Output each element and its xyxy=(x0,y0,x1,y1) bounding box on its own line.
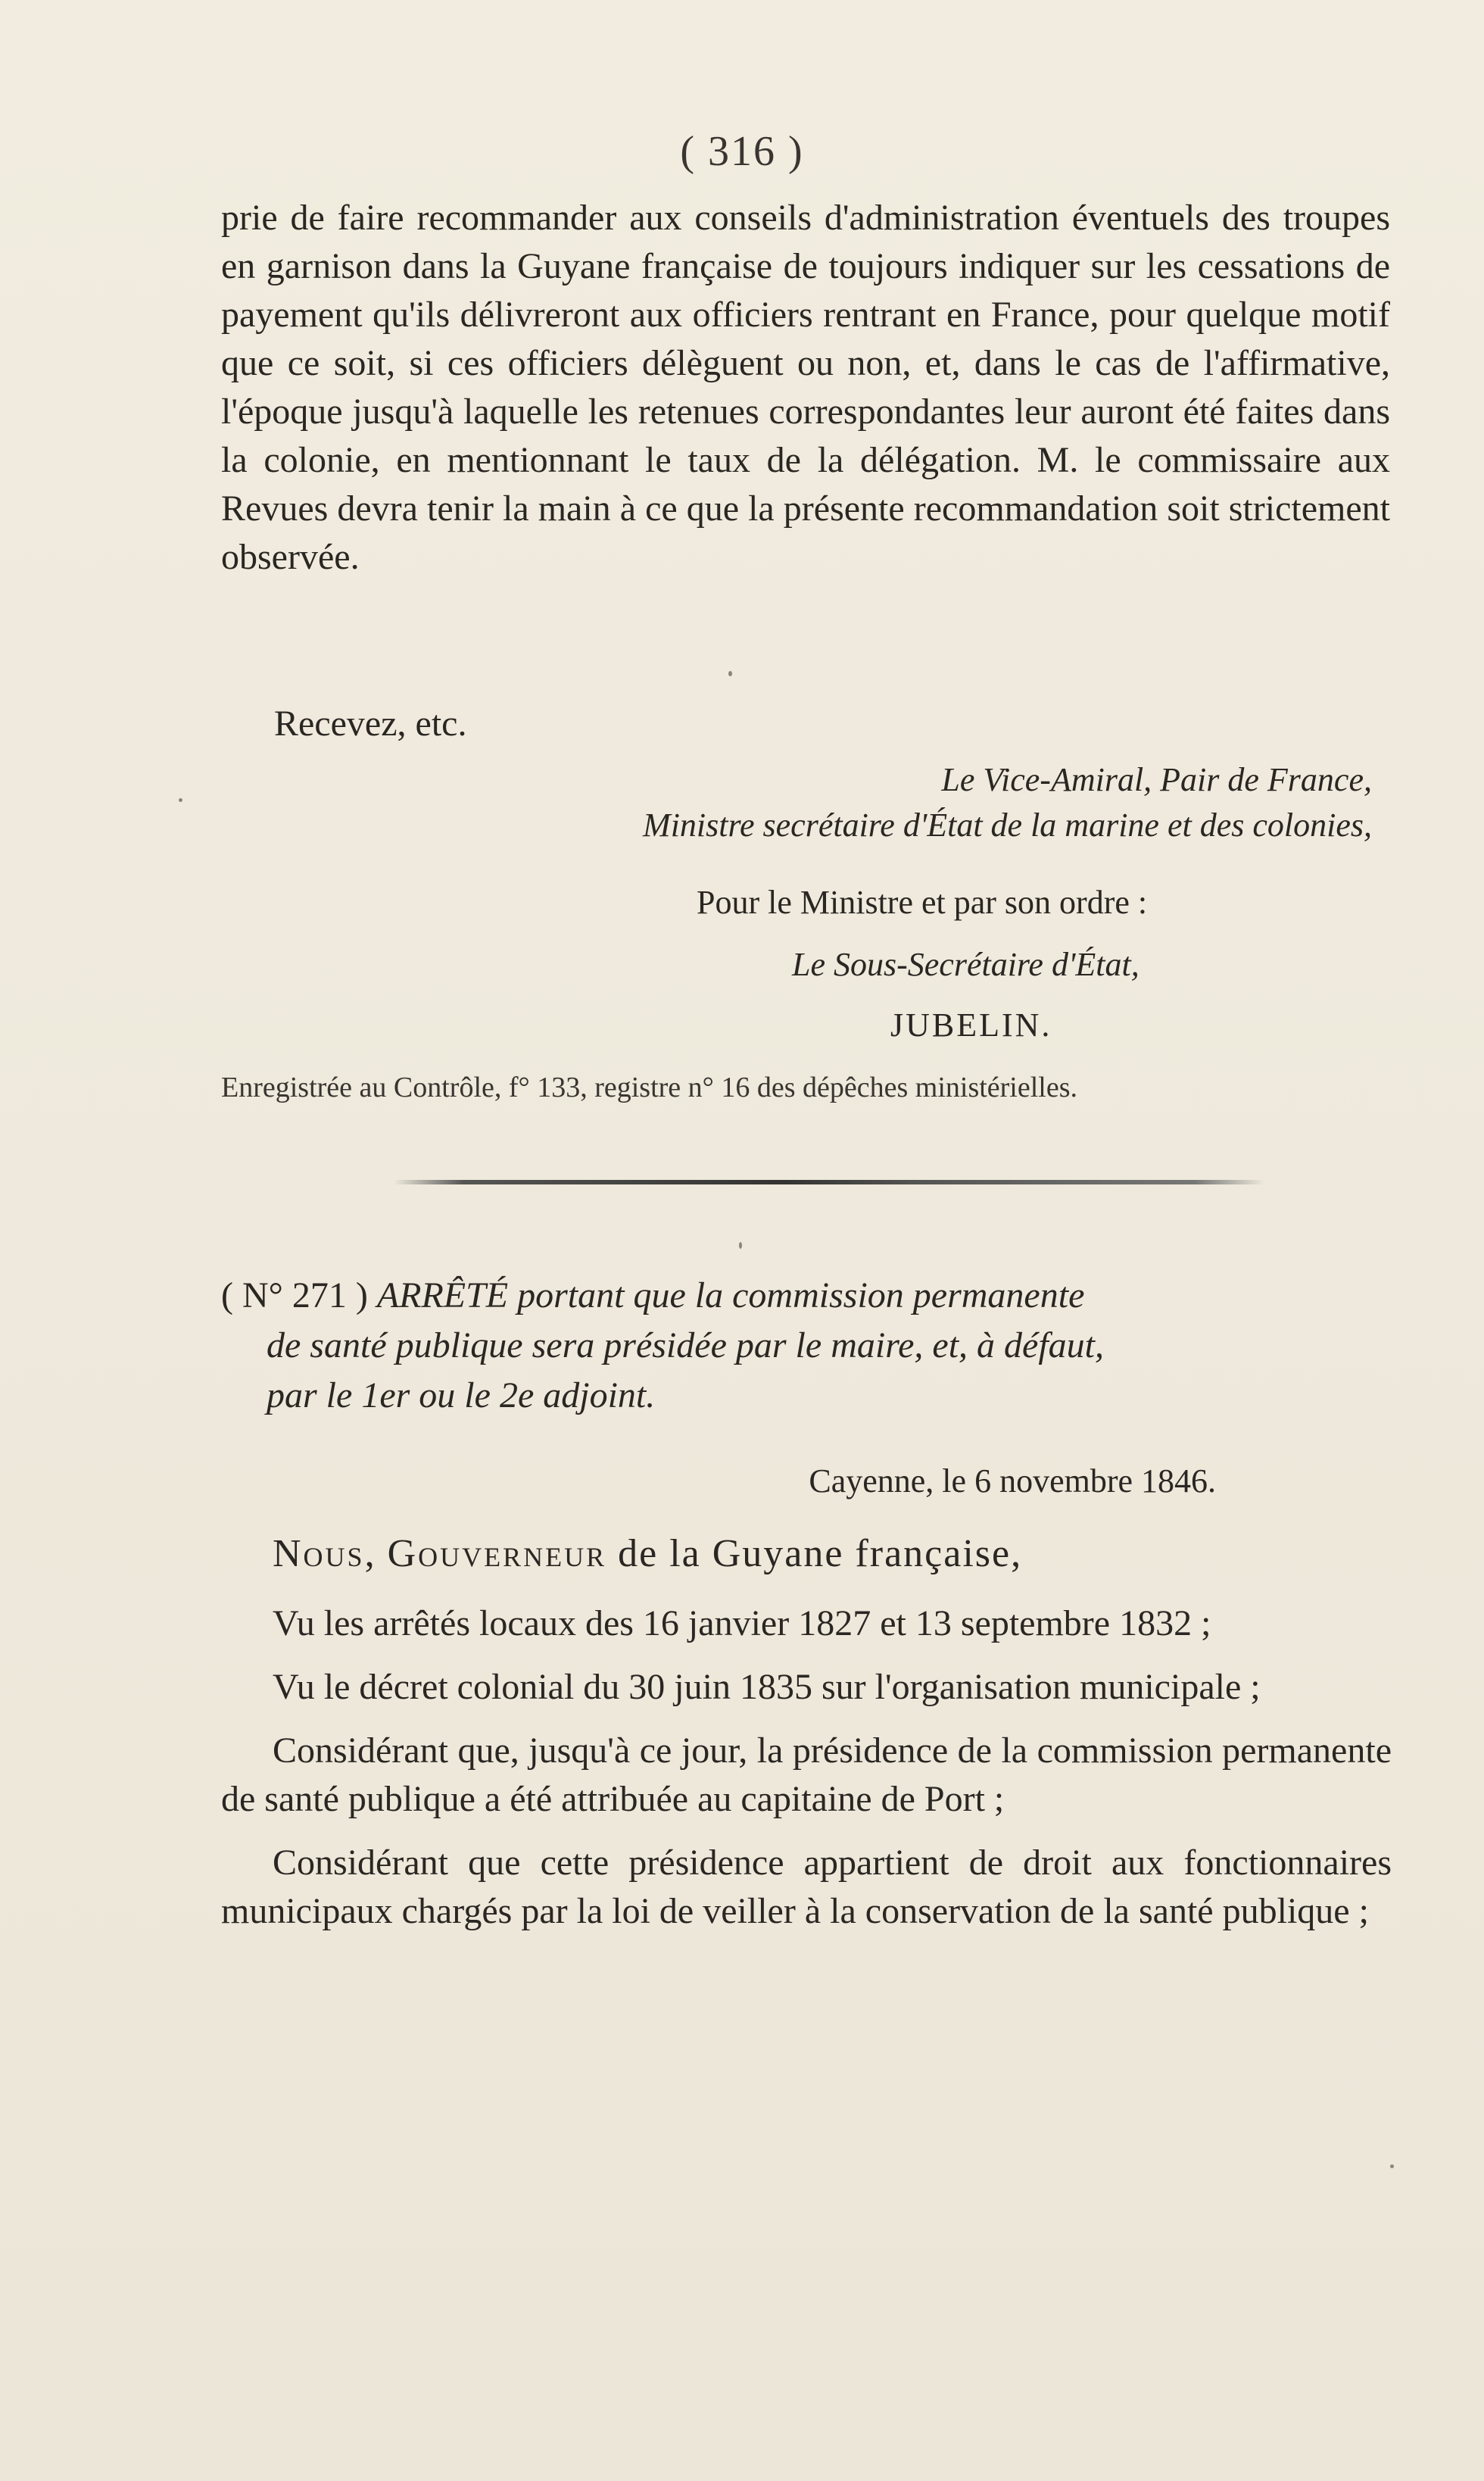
signature-ministre: Ministre secrétaire d'État de la marine et des colonies, xyxy=(643,807,1372,844)
closing-block xyxy=(221,700,1390,748)
consideration-item: Vu le décret colonial du 30 juin 1835 sur l'organisation municipale ; xyxy=(273,1667,1261,1707)
ink-speck xyxy=(728,671,732,676)
arrete-preamble: Nous, Gouverneur de la Guyane française, xyxy=(273,1532,1023,1575)
arrete-title-line2: de santé publique sera présidée par le maire, et, à défaut, xyxy=(267,1325,1105,1365)
ink-speck xyxy=(739,1242,742,1249)
consideration-item: Considérant que, jusqu'à ce jour, la présidence de la commission permanente de santé publique a été attribuée au capitaine de Port ; xyxy=(221,1730,1392,1819)
arrete-heading xyxy=(221,1271,1387,1421)
registration-note: Enregistrée au Contrôle, f° 133, registre n° 16 des dépêches ministérielles. xyxy=(221,1072,1078,1103)
closing-line: Recevez, etc. xyxy=(274,704,467,744)
preamble-nous: Nous xyxy=(273,1532,365,1575)
signature-name: JUBELIN. xyxy=(890,1006,1052,1044)
arrete-number: ( N° 271 ) xyxy=(221,1275,368,1315)
signature-subsecretary: Le Sous-Secrétaire d'État, xyxy=(792,946,1140,983)
ink-speck xyxy=(179,798,182,802)
consideration-item: Vu les arrêtés locaux des 16 janvier 1827 et 13 septembre 1832 ; xyxy=(273,1603,1211,1643)
preamble-rest: de la Guyane française, xyxy=(618,1532,1023,1575)
section-divider xyxy=(394,1180,1264,1184)
intro-text xyxy=(221,194,1390,582)
arrete-title-line1: ARRÊTÉ portant que la commission permanente xyxy=(376,1275,1085,1315)
page-number: ( 316 ) xyxy=(680,128,804,175)
signature-vice-amiral: Le Vice-Amiral, Pair de France, xyxy=(941,761,1372,798)
intro-paragraph: prie de faire recommander aux conseils d'administration éventuels des troupes en garnison dans la Guyane française de toujours indiquer sur les cessations de payement qu'ils délivreront aux officiers rentrant en France, pour quelque motif que ce soit, si ces officiers délèguent ou non, et, dans le cas de l'affirmative, l'époque jusqu'à laquelle les retenues correspondantes leur auront été faites dans la colonie, en mentionnant le taux de la délégation. M. le commissaire aux Revues devra tenir la main à ce que la présente recommandation soit strictement observée. xyxy=(221,198,1390,577)
signature-order-line: Pour le Ministre et par son ordre : xyxy=(697,884,1148,921)
arrete-date: Cayenne, le 6 novembre 1846. xyxy=(809,1462,1216,1500)
preamble-gouverneur: Gouverneur xyxy=(387,1532,607,1575)
arrete-title-line3: par le 1er ou le 2e adjoint. xyxy=(267,1375,656,1415)
ink-speck xyxy=(1390,2164,1394,2168)
arrete-heading-line1 xyxy=(221,1271,1387,1321)
consideration-item: Considérant que cette présidence appartient de droit aux fonctionnaires municipaux chargés par la loi de veiller à la conservation de la santé publique ; xyxy=(221,1843,1392,1931)
arrete-considerations xyxy=(221,1599,1392,1951)
